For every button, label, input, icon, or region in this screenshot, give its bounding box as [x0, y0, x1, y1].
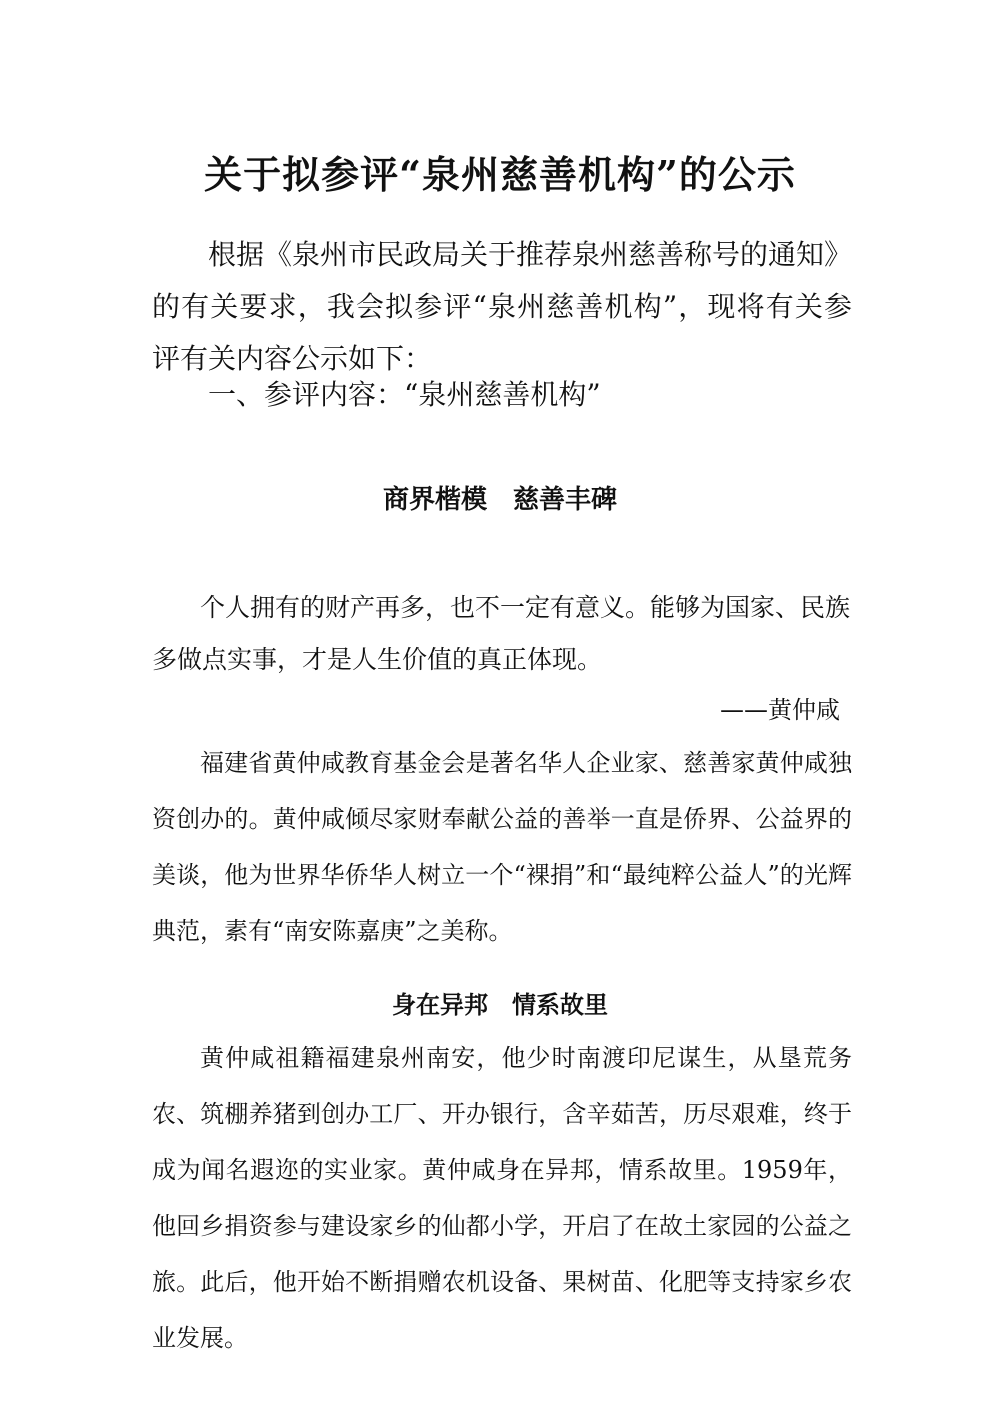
- foundation-text-3: ”的光辉典范，素有“南安陈嘉庚”之美称。: [152, 861, 852, 945]
- foundation-paragraph: [152, 735, 852, 959]
- quote-attribution: ——黄仲咸: [720, 696, 840, 724]
- emphasis-luojuan: 裸捐: [525, 861, 575, 889]
- item-one: 一、参评内容：“泉州慈善机构”: [208, 378, 601, 411]
- foundation-text-1: 福建省黄仲咸教育基金会是著名华人企业家、慈善家黄仲咸独资创办的。黄仲咸倾尽家财奉献公益的善举一直是侨界、公益界的美谈，他为世界华侨华人树立一个“: [152, 749, 852, 889]
- foundation-text-2: ”和“: [574, 861, 623, 889]
- quote-text: 个人拥有的财产再多，也不一定有意义。能够为国家、民族多做点实事，才是人生价值的真正体现。: [152, 593, 851, 674]
- biography-paragraph: 黄仲咸祖籍福建泉州南安，他少时南渡印尼谋生，从垦荒务农、筑棚养猪到创办工厂、开办银行，含辛茹苦，历尽艰难，终于成为闻名遐迩的实业家。黄仲咸身在异邦，情系故里。1959年，他回乡捐资参与建设家乡的仙都小学，开启了在故土家园的公益之旅。此后，他开始不断捐赠农机设备、果树苗、化肥等支持家乡农业发展。: [152, 1044, 852, 1352]
- intro-paragraph: 根据《泉州市民政局关于推荐泉州慈善称号的通知》的有关要求，我会拟参评“泉州慈善机构”，现将有关参评有关内容公示如下：: [152, 238, 853, 375]
- emphasis-purest-philanthropist: 最纯粹公益人: [622, 861, 768, 889]
- section-heading-1: 商界楷模 慈善丰碑: [382, 485, 617, 515]
- section-heading-2: 身在异邦 情系故里: [392, 991, 608, 1019]
- document-title: 关于拟参评“泉州慈善机构”的公示: [204, 152, 796, 198]
